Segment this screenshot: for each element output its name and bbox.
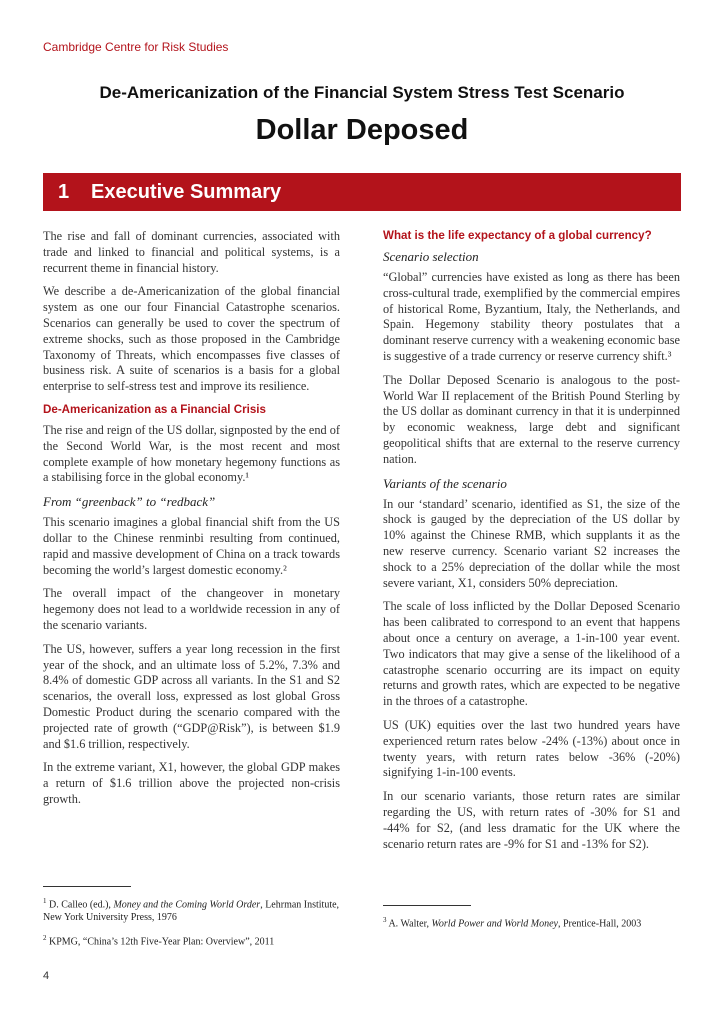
footnotes-left [43,886,340,957]
footnote-1 [43,895,340,924]
footnote-2 [43,932,340,948]
footnote-text: , Lehrman Institute, New York University Press, 1976 [43,899,340,924]
paragraph: The rise and fall of dominant currencies, associated with trade and linked to financial and political systems, is a recurrent theme in financial history. [43,229,340,275]
footnote-text: KPMG, “China’s 12th Five-Year Plan: Overview”, 2011 [49,936,275,948]
subheading-life-expectancy: What is the life expectancy of a global currency? [383,229,652,242]
footnote-number: 3 [383,916,387,924]
footnotes-right [383,905,680,938]
document-subtitle: De-Americanization of the Financial System Stress Test Scenario [99,83,625,102]
footnote-number: 2 [43,934,47,943]
document-title: Dollar Deposed [255,114,469,146]
paragraph: In the extreme variant, X1, however, the global GDP makes a return of $1.6 trillion above the projected non-crisis growth. [43,760,340,806]
paragraph: The scale of loss inflicted by the Dollar Deposed Scenario has been calibrated to correspond to an event that happens about once a century on average, a 1-in-100 year event. Two indicators that may give a sense of the likelihood of a catastrophe scenario occurring are its impact on equity returns and growth rates, which are expected to be negative in the throes of a catastrophe. [383,599,680,709]
subheading-scenario-selection: Scenario selection [383,249,479,264]
footnote-divider [43,886,131,887]
subheading-greenback: From “greenback” to “redback” [43,494,216,510]
page-number: 4 [43,970,50,982]
paragraph: In our ‘standard’ scenario, identified as S1, the size of the shock is gauged by the depreciation of the US dollar by 10% against the Chinese RMB, which supplants it as the new reserve currency. Scenario variant S2 increases the shock to a 25% depreciation of the dollar while the most severe variant, X1, considers 50% depreciation. [383,496,680,590]
paragraph: We describe a de-Americanization of the global financial system as one our four Financial Catastrophe scenarios. Scenarios can generally be used to cover the spectrum of extreme shocks, such as those proposed in the Cambridge Taxonomy of Threats, which encompasses five classes of business risk. A suite of scenarios is a basis for a global enterprise to self-stress test and improve its resilience. [43,284,340,394]
paragraph: The rise and reign of the US dollar, signposted by the end of the Second World War, is the most recent and most complete example of how monetary hegemony functions as a stabilising force in the global economy.¹ [43,422,340,485]
paragraph: The US, however, suffers a year long recession in the first year of the shock, and an ultimate loss of 5.2%, 7.3% and 8.4% of domestic GDP across all variants. In the S1 and S2 scenarios, the overall loss, expressed as lost global Gross Domestic Product during the scenario compared with the projected rate of growth (“GDP@Risk”), is between $1.9 and $1.6 trillion, respectively. [43,641,340,751]
paragraph: The Dollar Deposed Scenario is analogous to the post-World War II replacement of the British Pound Sterling by the US dollar as dominant currency in that it is underpinned by economic weakness, large debt and significant geopolitical shifts that are external to the reserve currency nation. [383,372,680,466]
paragraph: This scenario imagines a global financial shift from the US dollar to the Chinese renminbi resulting from continued, rapid and massive development of China on a track towards becoming the world’s largest domestic economy.² [43,515,340,577]
header-org-name: Cambridge Centre for Risk Studies [43,40,229,54]
section-header-bar [43,173,681,211]
left-column [43,229,340,816]
subheading-crisis: De-Americanization as a Financial Crisis [43,402,266,416]
footnote-text: A. Walter, [388,918,432,930]
section-number: 1 [58,181,70,203]
paragraph: “Global” currencies have existed as long as there has been cross-cultural trade, exemplified by the commercial empires of historical Rome, Byzantium, Italy, the Netherlands, and Spain. Hegemony stability theory postulates that a dominant reserve currency with a weakening economic base is suggestive of a trade currency or reserve currency shift.³ [383,270,680,363]
subheading-variants: Variants of the scenario [383,475,507,491]
section-title: Executive Summary [91,181,282,203]
footnote-text: D. Calleo (ed.), [49,899,114,911]
paragraph: In our scenario variants, those return rates are similar regarding the US, with return rates of -30% for S1 and -44% for S2, (and less dramatic for the UK where the scenario return rates are -9% for S1 and -13% for S2). [383,789,680,851]
footnote-title: World Power and World Money [431,918,558,930]
paragraph: The overall impact of the changeover in monetary hegemony does not lead to a worldwide recession in any of the scenario variants. [43,586,340,632]
footnote-3 [383,914,680,930]
footnote-divider [383,905,471,906]
right-column [383,229,680,860]
footnote-title: Money and the Coming World Order [113,899,261,911]
footnote-number: 1 [43,897,47,905]
footnote-text: , Prentice-Hall, 2003 [557,918,642,930]
paragraph: US (UK) equities over the last two hundred years have experienced return rates below -24% (-13%) about once in twenty years, with return rates below -36% (-20%) signifying 1-in-100 events. [383,717,680,780]
